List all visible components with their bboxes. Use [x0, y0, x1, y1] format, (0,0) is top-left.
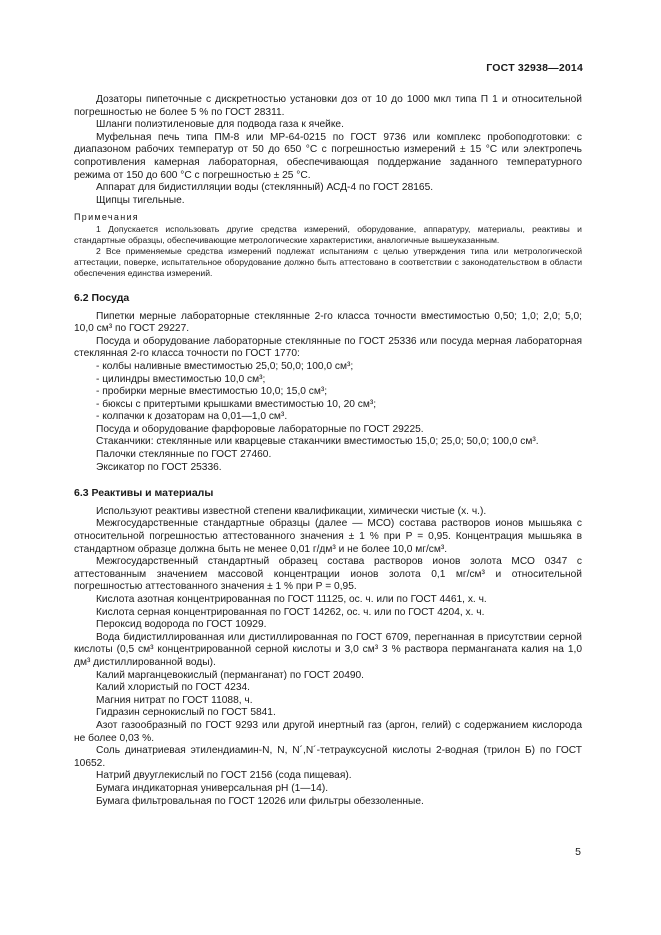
paragraph: Межгосударственные стандартные образцы (далее — МСО) состава растворов ионов мышьяка с относительной погрешностью аттестованного значения ± 1 % при Р = 0,95. Концентрация мышьяка в стандартном образце должна быть не менее 0,01 г/дм³ и не более 10,0 мг/см³.	[74, 518, 582, 555]
page-number: 5	[575, 846, 581, 858]
paragraph: Межгосударственный стандартный образец состава растворов ионов золота МСО 0347 с аттестованным значением массовой концентрации ионов золота 0,1 мг/см³ и относительной погрешностью аттестованного значения ± 1 % при Р = 0,95.	[74, 556, 582, 593]
list-item: - бюксы с притертыми крышками вместимостью 10, 20 см³;	[96, 398, 377, 410]
section-title: 6.2 Посуда	[74, 291, 130, 304]
list-item: - колбы наливные вместимостью 25,0; 50,0; 100,0 см³;	[96, 360, 354, 372]
list-item: - пробирки мерные вместимостью 10,0; 15,0 см³;	[96, 386, 328, 398]
paragraph: Калий хлористый по ГОСТ 4234.	[96, 682, 250, 694]
paragraph: Посуда и оборудование фарфоровые лабораторные по ГОСТ 29225.	[96, 423, 424, 435]
list-item: - колпачки к дозаторам на 0,01—1,0 см³.	[96, 411, 288, 423]
paragraph: Палочки стеклянные по ГОСТ 27460.	[96, 449, 272, 461]
paragraph: Пероксид водорода по ГОСТ 10929.	[96, 619, 267, 631]
paragraph: Шланги полиэтиленовые для подвода газа к ячейке.	[96, 119, 344, 131]
paragraph: Щипцы тигельные.	[96, 194, 185, 206]
paragraph: Эксикатор по ГОСТ 25336.	[96, 461, 222, 473]
paragraph: Кислота азотная концентрированная по ГОСТ 11125, ос. ч. или по ГОСТ 4461, х. ч.	[96, 594, 487, 605]
paragraph: Калий марганцевокислый (перманганат) по ГОСТ 20490.	[96, 669, 365, 681]
paragraph: Посуда и оборудование лабораторные стеклянные по ГОСТ 25336 или посуда мерная лабораторная стеклянная 2-го класса точности по ГОСТ 1770:	[74, 335, 582, 360]
note-item: 1 Допускается использовать другие средства измерений, оборудование, аппаратуру, материалы, реактивы и стандартные образцы, обеспечивающие метрологические характеристики, аналогичные вышеуказанным.	[74, 223, 582, 245]
note-item: 2 Все применяемые средства измерений подлежат испытаниям с целью утверждения типа или метрологической аттестации, поверке, испытательное оборудование должно быть аттестовано в соответствии с законодательством в области обеспечения единства измерений.	[74, 245, 582, 278]
paragraph: Кислота серная концентрированная по ГОСТ 14262, ос. ч. или по ГОСТ 4204, х. ч.	[96, 606, 485, 618]
paragraph: Муфельная печь типа ПМ-8 или МР-64-0215 по ГОСТ 9736 или комплекс пробоподготовки: с диапазоном рабочих температур от 50 до 650 °C с погрешностью измерений ± 15 °C или электропечь сопротивления камерная лабораторная, обеспечивающая поддержание заданного температурного режима от 150 до 600 °C с погрешностью ± 25 °C.	[74, 131, 582, 181]
paragraph: Соль динатриевая этилендиамин-N, N, N´,N´-тетрауксусной кислоты 2-водная (трилон Б) по ГОСТ 10652.	[74, 745, 582, 769]
paragraph: Бумага фильтровальная по ГОСТ 12026 или фильтры обеззоленные.	[96, 795, 424, 807]
document-body	[74, 94, 582, 808]
paragraph: Стаканчики: стеклянные или кварцевые стаканчики вместимостью 15,0; 25,0; 50,0; 100,0 см³.	[96, 436, 539, 448]
paragraph: Магния нитрат по ГОСТ 11088, ч.	[96, 694, 253, 706]
list-item: - цилиндры вместимостью 10,0 см³;	[96, 373, 266, 385]
paragraph: Азот газообразный по ГОСТ 9293 или другой инертный газ (аргон, гелий) с содержанием кислорода не более 0,03 %.	[74, 719, 582, 744]
paragraph: Дозаторы пипеточные с дискретностью установки доз от 10 до 1000 мкл типа П 1 и относительной погрешностью не более 5 % по ГОСТ 28311.	[74, 94, 582, 118]
notes-heading: Примечания	[74, 212, 139, 223]
paragraph: Гидразин сернокислый по ГОСТ 5841.	[96, 707, 276, 719]
paragraph: Пипетки мерные лабораторные стеклянные 2-го класса точности вместимостью 0,50; 1,0; 2,0; 5,0; 10,0 см³ по ГОСТ 29227.	[74, 310, 582, 335]
paragraph: Аппарат для бидистилляции воды (стеклянный) АСД-4 по ГОСТ 28165.	[96, 182, 434, 194]
paragraph: Вода бидистиллированная или дистиллированная по ГОСТ 6709, перегнанная в присутствии серной кислоты (0,5 см³ концентрированной серной кислоты и 3,0 см³ 3 % раствора перманганата калия на 1,0 дм³ дистиллированной воды).	[74, 631, 582, 668]
paragraph: Используют реактивы известной степени квалификации, химически чистые (х. ч.).	[96, 505, 487, 517]
paragraph: Бумага индикаторная универсальная рН (1—14).	[96, 782, 329, 794]
document-code-header: ГОСТ 32938—2014	[486, 62, 583, 74]
section-title: 6.3 Реактивы и материалы	[74, 487, 214, 500]
paragraph: Натрий двууглекислый по ГОСТ 2156 (сода пищевая).	[96, 770, 352, 782]
